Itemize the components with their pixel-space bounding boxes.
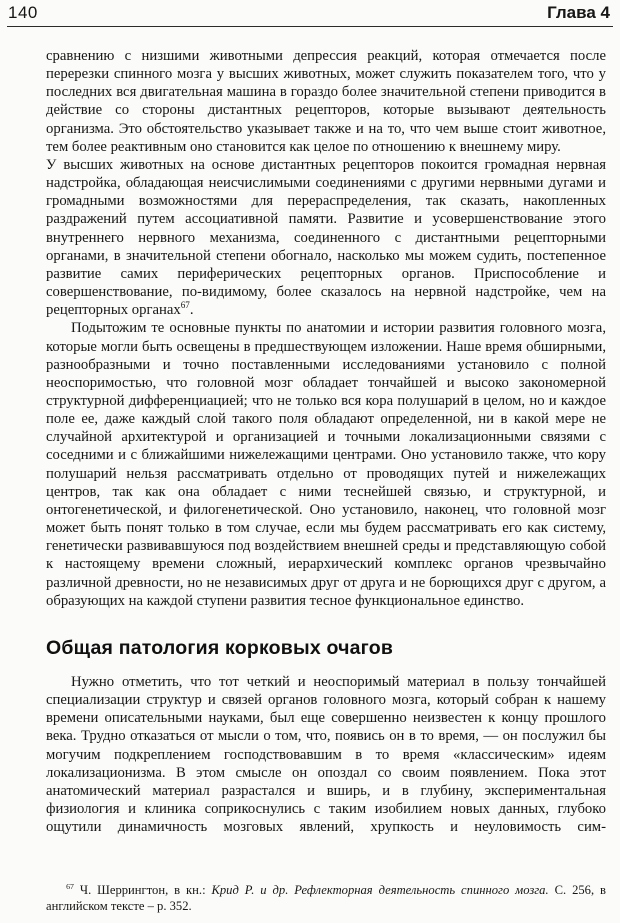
section-heading: Общая патология корковых очагов <box>46 636 394 659</box>
text-block <box>46 47 606 836</box>
paragraph: Нужно отметить, что тот четкий и неоспоримый материал в пользу тончайшей специализации структур и связей органов головного мозга, который собран к нашему времени описательными науками, был еще совершенно неизвестен к концу прошлого века. Трудно отказаться от мысли о том, что, появись он в то время, — он послужил бы могучим подкреплением господствовавшим в то время «классическим» идеям локализационизма. В этом смысле он опоздал со своим появлением. Пока этот анатомический материал разрастался и вширь, и в глубину, экспериментальная физиология и клиника соприкоснулись с таким изобилием новых данных, глубоко ощутили динамичность мозговых явлений, хрупкость и неуловимость сим- <box>46 673 606 836</box>
paragraph-text: . <box>189 302 194 319</box>
footnote-text: С. 256, в английском тексте – р. 352. <box>46 882 607 914</box>
page-header <box>0 0 620 23</box>
paragraph: Подытожим те основные пункты по анатомии и истории развития головного мозга, которые могли быть освещены в предшествующем изложении. Наше время обширными, разнообразными и точно поставленными исследованиями установило с полной неоспоримостью, что головной мозг обладает тончайшей и высоко закономерной структурной дифференциацией; что не только вся кора полушарий в целом, но и каждое поле ее, даже каждый слой такого поля обладают определенной, ни в какой мере не случайной архитектурой и организацией и точными локализационными связями с соседними и с ближайшими нижележащими центрами. Оно установило также, что кору полушарий нельзя рассматривать отдельно от проводящих путей и нижележащих центров, так как она обладает с ними теснейшей связью, и структурной, и онтогенетической, и филогенетической. Оно установило, наконец, что головной мозг может быть понят только в том случае, если мы будем рассматривать его как систему, генетически развивавшуюся под воздействием внешней среды и представляющую собой к настоящему времени сложный, иерархический комплекс органов чрезвычайно различной древности, но не независимых друг от друга и не борющихся друг с другом, а образующих на каждой ступени развития тесное функциональное единство. <box>46 320 606 609</box>
header-rule <box>7 26 613 27</box>
footnote-marker: 67 <box>66 881 74 891</box>
footnote-text: Ч. Шеррингтон, в кн.: <box>73 882 212 897</box>
footnote-citation: Крид Р. и др. Рефлекторная деятельность спинного мозга. <box>211 882 549 897</box>
paragraph-text: У высших животных на основе дистантных рецепторов покоится громадная нервная надстройка, обладающая неисчислимыми соединениями с другими нервными дугами и громадными возможностями для перераспределения, так сказать, накопленных раздражений путем ассоциативной памяти. Развитие и усовершенствование этого внутреннего нервного механизма, соединенного с дистантными рецепторными органами, в значительной степени обогнало, насколько мы можем судить, постепенное развитие самих периферических рецепторных органов. Приспособление и совершенствование, по-видимому, более сказалось на нервной надстройке, чем на рецепторных органах <box>46 156 606 319</box>
chapter-label: Глава 4 <box>547 3 610 22</box>
footnote <box>46 882 606 915</box>
footnote-ref: 67 <box>180 300 190 311</box>
page-number: 140 <box>8 3 38 22</box>
paragraph <box>46 156 606 319</box>
paragraph: сравнению с низшими животными депрессия реакций, которая отмечается после перерезки спинного мозга у высших животных, может служить показателем того, что у последних вся двигательная машина в гораздо более значительной степени приводится в действие со стороны дистантных рецепторов, которые вызывают деятельность организма. Это обстоятельство указывает также и на то, что чем выше стоит животное, тем более реактивным оно становится как целое по отношению к внешнему миру. <box>46 48 606 155</box>
